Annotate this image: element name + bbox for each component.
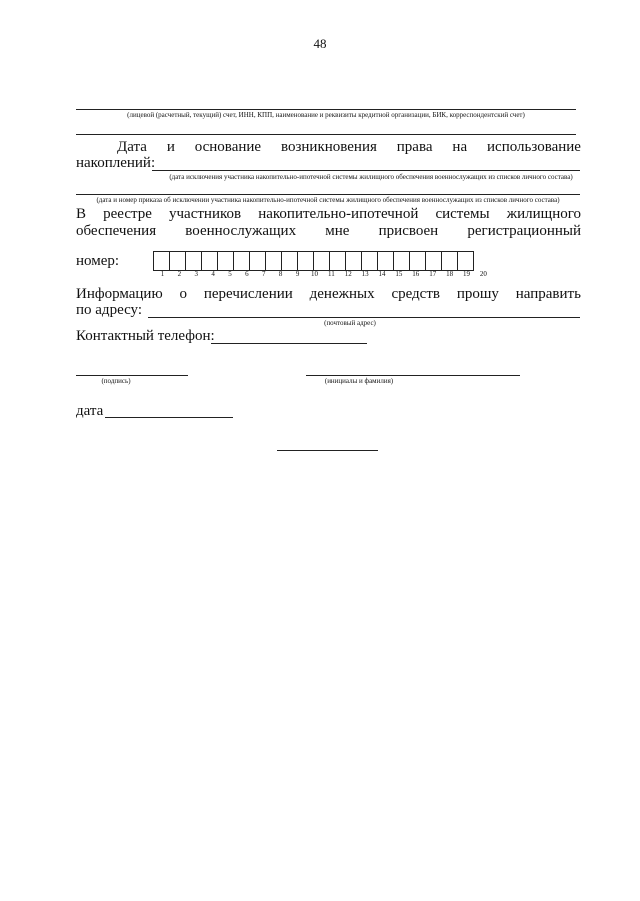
number-cell[interactable] [457, 251, 474, 271]
account-caption: (лицевой (расчетный, текущий) счет, ИНН, КПП, наименование и реквизиты кредитной организации, БИК, корреспондентский счет) [127, 111, 525, 119]
number-cell[interactable] [393, 251, 410, 271]
word: системы [435, 206, 490, 222]
cell-digit: 15 [395, 270, 403, 278]
word: права [396, 139, 433, 155]
number-cell[interactable] [313, 251, 330, 271]
word: на [452, 139, 468, 155]
cell-digit: 17 [429, 270, 437, 278]
number-cell[interactable] [297, 251, 314, 271]
registration-number-cells [154, 251, 474, 271]
word: перечислении [203, 286, 293, 302]
word: накопительно-ипотечной [258, 206, 419, 222]
cell-digit: 3 [194, 270, 198, 278]
end-divider [277, 450, 378, 451]
cell-digit: 6 [245, 270, 249, 278]
cell-digit: 5 [228, 270, 232, 278]
address-label: по адресу: [76, 302, 143, 318]
page-number: 48 [313, 36, 327, 51]
exclusion-order-line[interactable] [76, 194, 580, 195]
phone-line[interactable] [211, 343, 367, 344]
number-cell[interactable] [361, 251, 378, 271]
word: Информацию [76, 286, 163, 302]
signature-line[interactable] [76, 375, 188, 376]
accumulation-continuation: накоплений: [76, 155, 156, 171]
postal-address-line[interactable] [148, 317, 580, 318]
cell-digit: 1 [160, 270, 165, 278]
number-cell[interactable] [281, 251, 298, 271]
registry-line-1 [76, 206, 581, 223]
cell-digit: 4 [211, 270, 215, 278]
word: использование [487, 139, 581, 155]
name-line[interactable] [306, 375, 520, 376]
accumulation-date-line[interactable] [152, 170, 580, 171]
word: о [179, 286, 188, 302]
cell-digit: 18 [446, 270, 454, 278]
postal-address-caption: (почтовый адрес) [324, 319, 376, 327]
account-extra-line[interactable] [76, 134, 576, 135]
cell-digit: 8 [278, 270, 283, 278]
transfer-sentence [76, 286, 581, 303]
date-line[interactable] [105, 417, 233, 418]
cell-digit: 13 [361, 270, 369, 278]
name-caption: (инициалы и фамилия) [324, 377, 394, 385]
word: денежных [309, 286, 375, 302]
cell-digit: 20 [479, 270, 487, 278]
word: основание [194, 139, 262, 155]
number-cell[interactable] [217, 251, 234, 271]
accumulation-sentence [117, 139, 581, 156]
number-cell[interactable] [153, 251, 170, 271]
number-cell[interactable] [265, 251, 282, 271]
exclusion-caption: (дата исключения участника накопительно-ипотечной системы жилищного обеспечения военнослужащих из списков личного состава) [169, 173, 573, 181]
number-cell[interactable] [409, 251, 426, 271]
word: В [76, 206, 87, 222]
word: военнослужащих [185, 223, 297, 239]
number-cell[interactable] [249, 251, 266, 271]
word: жилищного [506, 206, 581, 222]
word: реестре [103, 206, 152, 222]
number-cell[interactable] [201, 251, 218, 271]
word: участников [169, 206, 242, 222]
registry-line-2 [76, 223, 581, 240]
cell-digit: 19 [462, 270, 470, 278]
number-cell[interactable] [329, 251, 346, 271]
word: Дата [117, 139, 147, 155]
word: и [166, 139, 175, 155]
cell-digit: 10 [310, 270, 318, 278]
cell-digit: 11 [327, 270, 335, 278]
signature-caption: (подпись) [101, 377, 131, 385]
word: регистрационный [467, 223, 581, 239]
cell-digit: 12 [344, 270, 352, 278]
cell-digit: 7 [262, 270, 266, 278]
word: направить [515, 286, 581, 302]
cell-digit: 14 [378, 270, 386, 278]
word: обеспечения [76, 223, 157, 239]
phone-label: Контактный телефон: [76, 328, 215, 344]
cell-digit: 9 [295, 270, 300, 278]
word: присвоен [378, 223, 439, 239]
cell-digit: 2 [177, 270, 182, 278]
number-cell[interactable] [345, 251, 362, 271]
number-cell[interactable] [441, 251, 458, 271]
word: прошу [456, 286, 499, 302]
word: возникновения [280, 139, 377, 155]
word: мне [325, 223, 350, 239]
number-cell[interactable] [377, 251, 394, 271]
cell-digit: 16 [412, 270, 420, 278]
account-line[interactable] [76, 109, 576, 110]
registration-number-digits [154, 270, 492, 278]
number-cell[interactable] [185, 251, 202, 271]
number-cell[interactable] [425, 251, 442, 271]
word: средств [391, 286, 440, 302]
registration-number-label: номер: [76, 253, 120, 269]
exclusion-order-caption: (дата и номер приказа об исключении участника накопительно-ипотечной системы жилищного обеспечения военнослужащих из списков личного состава) [96, 196, 560, 204]
number-cell[interactable] [233, 251, 250, 271]
number-cell[interactable] [169, 251, 186, 271]
date-label: дата [76, 403, 104, 419]
